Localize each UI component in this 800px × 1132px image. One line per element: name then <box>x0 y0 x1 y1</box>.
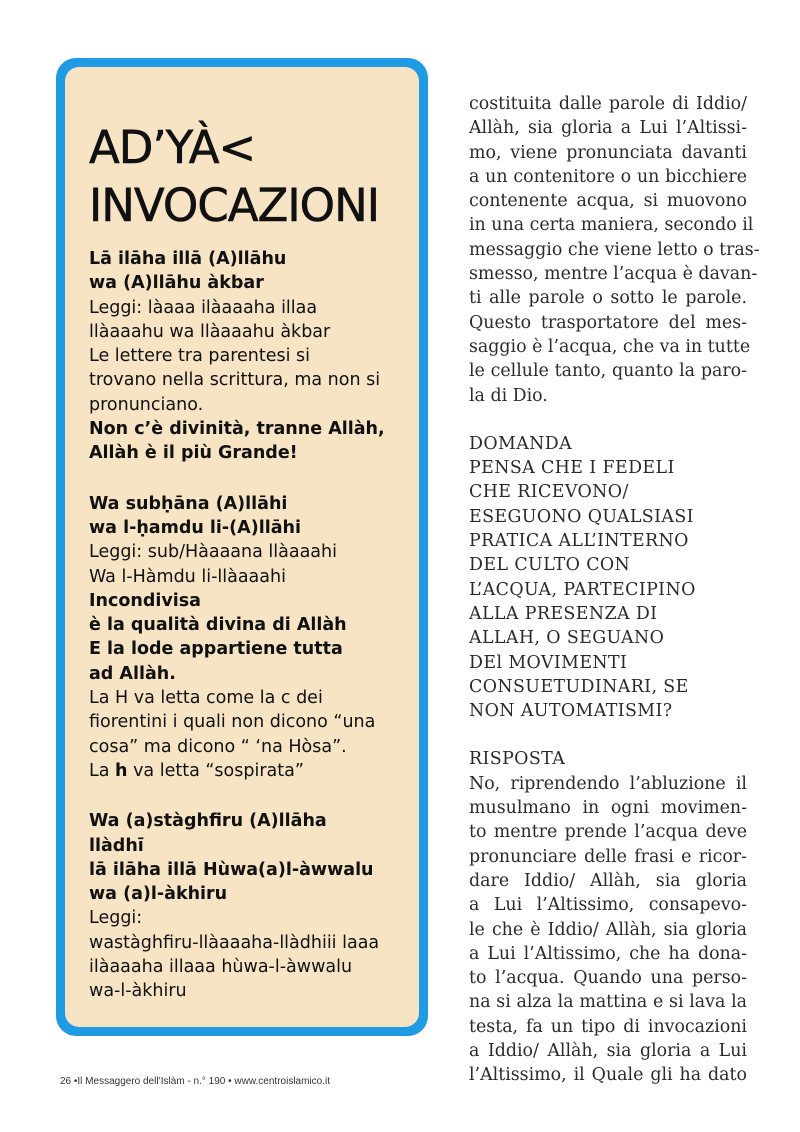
note-line <box>89 759 409 783</box>
answer-line: to l’acqua. Quando una perso- <box>469 968 747 989</box>
translation-line: Non c’è divinità, tranne Allàh, <box>89 419 385 440</box>
paragraph-line: ti alle parole o sotto le parole. <box>469 288 747 309</box>
translation-line: Incondivisa <box>89 590 201 611</box>
translation-line: E la lode appartiene tutta <box>89 639 343 660</box>
answer-line: pronunciare delle frasi e ricor- <box>469 846 747 867</box>
paragraph-line: Allàh, sia gloria a Lui l’Altissi- <box>469 118 747 139</box>
answer-line: na si alza la mattina e si lava la <box>469 992 747 1013</box>
arabic-line: lā ilāha illā Hùwa(a)l-àwwalu <box>89 859 374 880</box>
note-line: fiorentini i quali non dicono “una <box>89 712 376 733</box>
reading-line: llàaaahu wa llàaaahu àkbar <box>89 321 331 342</box>
answer-line: dare Iddio/ Allàh, sia gloria <box>469 870 747 891</box>
note-line: La H va letta come la c dei <box>89 688 323 709</box>
question-line: CHE RICEVONO/ <box>469 482 629 503</box>
arabic-line: Wa subḥāna (A)llāhi <box>89 493 288 514</box>
note-line: pronunciano. <box>89 394 204 415</box>
invocation-2 <box>89 492 409 784</box>
question-line: ALLA PRESENZA DI <box>469 603 658 624</box>
note-bold-letter: h <box>115 760 128 781</box>
invocation-3 <box>89 809 409 1003</box>
answer-line: le che è Iddio/ Allàh, sia gloria <box>469 919 747 940</box>
paragraph-line: costituita dalle parole di Iddio/ <box>469 94 747 114</box>
reading-line: Leggi: sub/Hàaaana llàaaahi <box>89 542 337 563</box>
note-suffix: va letta “sospirata” <box>127 760 304 781</box>
paragraph-line: saggio è l’acqua, che va in tutte <box>469 336 751 357</box>
paragraph-line: contenente acqua, si muovono <box>469 191 747 212</box>
question-line: ESEGUONO QUALSIASI <box>469 506 694 527</box>
question-line: L’ACQUA, PARTECIPINO <box>469 579 696 600</box>
paragraph-line: Questo trasportatore del mes- <box>469 312 747 333</box>
translation-line: è la qualità divina di Allàh <box>89 615 347 636</box>
reading-line: wa-l-àkhiru <box>89 981 187 1002</box>
answer-line: testa, fa un tipo di invocazioni <box>469 1016 747 1037</box>
question-line: CONSUETUDINARI, SE <box>469 676 689 697</box>
arabic-line: wa (a)l-àkhiru <box>89 884 228 905</box>
answer-block <box>469 747 747 1087</box>
answer-line: a Lui l’Altissimo, che ha dona- <box>469 943 747 964</box>
box-title-line: AD’YÀ< <box>89 121 256 174</box>
answer-label: RISPOSTA <box>469 749 566 770</box>
box-title-line: INVOCAZIONI <box>89 179 380 232</box>
paragraph-line: mo, viene pronunciata davanti <box>469 142 747 163</box>
paragraph-line: la di Dio. <box>469 385 548 406</box>
invocations-box <box>56 58 428 1036</box>
arabic-line: Lā ilāha illā (A)llāhu <box>89 249 287 269</box>
note-line: cosa” ma dicono “ ‘na Hòsa”. <box>89 736 347 757</box>
paragraph-line: smesso, mentre l’acqua è davan- <box>469 264 758 285</box>
box-title <box>89 119 409 235</box>
answer-line: l’Altissimo, il Quale gli ha dato <box>469 1065 747 1086</box>
translation-line: Allàh è il più Grande! <box>89 443 298 464</box>
note-prefix: La <box>89 760 116 781</box>
reading-line: ilàaaaha illaaa hùwa-l-àwwalu <box>89 957 353 978</box>
question-line: DEl MOVIMENTI <box>469 652 628 673</box>
question-line: PENSA CHE I FEDELI <box>469 458 675 479</box>
paragraph-line: messaggio che viene letto o tras- <box>469 239 760 260</box>
reading-line: Wa l-Hàmdu li-llàaaahi <box>89 566 286 587</box>
question-label: DOMANDA <box>469 433 573 454</box>
arabic-line: Wa (a)stàghfiru (A)llāha <box>89 811 327 832</box>
paragraph-line: a un contenitore o un bicchiere <box>469 166 747 187</box>
reading-line: Leggi: <box>89 908 143 929</box>
note-line: trovano nella scrittura, ma non si <box>89 370 381 391</box>
answer-line: musulmano in ogni movimen- <box>469 798 747 819</box>
question-line: NON AUTOMATISMI? <box>469 701 673 722</box>
translation-line: ad Allàh. <box>89 663 176 684</box>
question-line: ALLAH, O SEGUANO <box>469 628 665 649</box>
article-paragraph-1 <box>469 92 760 408</box>
paragraph-line: in una certa maniera, secondo il <box>469 215 754 236</box>
answer-line: a Iddio/ Allàh, sia gloria a Lui <box>469 1040 747 1061</box>
arabic-line: wa l-ḥamdu li-(A)llāhi <box>89 517 301 538</box>
page-footer: 26 •Il Messaggero dell’Islàm - n.° 190 • www.centroislamico.it <box>60 1076 330 1087</box>
reading-line: wastàghfiru-llàaaaha-llàdhiii laaa <box>89 932 380 953</box>
answer-line: to mentre prende l’acqua deve <box>469 822 747 843</box>
invocation-1 <box>89 247 409 466</box>
question-block <box>469 432 747 724</box>
invocations-box-inner <box>65 67 419 1027</box>
reading-line: Leggi: làaaa ilàaaaha illaa <box>89 297 318 318</box>
question-line: DEL CULTO CON <box>469 555 631 576</box>
note-line: Le lettere tra parentesi si <box>89 346 311 367</box>
answer-line: a Lui l’Altissimo, consapevo- <box>469 895 747 916</box>
arabic-line: wa (A)llāhu àkbar <box>89 273 264 294</box>
article-column <box>469 92 760 1088</box>
question-line: PRATICA ALL’INTERNO <box>469 531 689 552</box>
paragraph-line: le cellule tanto, quanto la paro- <box>469 361 747 382</box>
arabic-line: llàdhī <box>89 835 144 856</box>
answer-line: No, riprendendo l’abluzione il <box>469 773 747 794</box>
